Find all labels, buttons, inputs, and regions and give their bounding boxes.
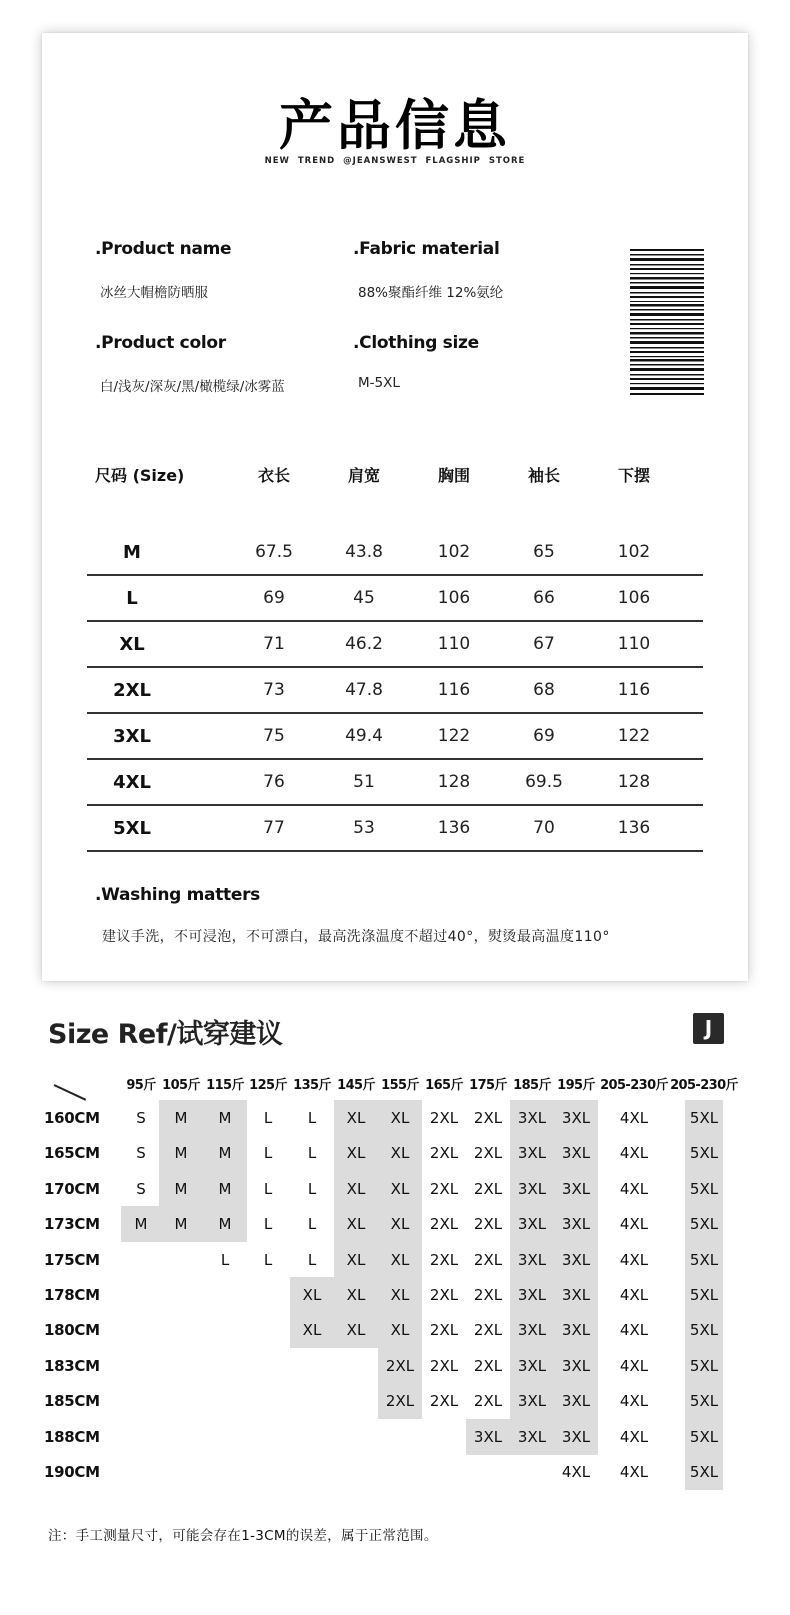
size-ref-cell: XL (302, 1321, 322, 1340)
size-ref-cell: XL (390, 1321, 410, 1340)
size-ref-cell: 3XL (517, 1427, 547, 1446)
size-value: 102 (617, 542, 651, 562)
size-ref-cell: M (218, 1215, 232, 1234)
size-chart-header-cell: 胸围 (437, 466, 471, 485)
size-value: 110 (617, 634, 651, 654)
size-value: 116 (617, 680, 651, 700)
product-color-value: 白/浅灰/深灰/黑/橄榄绿/冰雾蓝 (100, 379, 285, 395)
height-row-header: 188CM (44, 1427, 100, 1446)
weight-column-header: 205-230斤 (670, 1078, 738, 1093)
size-ref-cell: 2XL (473, 1250, 503, 1269)
size-ref-cell: 3XL (561, 1179, 591, 1198)
size-ref-cell: 3XL (561, 1321, 591, 1340)
size-ref-cell: XL (390, 1179, 410, 1198)
size-value: 46.2 (345, 634, 383, 654)
product-name-value: 冰丝大帽檐防晒服 (100, 285, 208, 301)
size-ref-cell: L (307, 1250, 317, 1269)
size-ref-cell: 3XL (561, 1427, 591, 1446)
size-ref-cell: L (263, 1144, 273, 1163)
size-value: 69.5 (525, 772, 563, 792)
size-ref-cell: 4XL (619, 1109, 649, 1127)
size-value: 65 (533, 542, 555, 562)
size-label: XL (119, 634, 145, 655)
size-ref-cell: 2XL (429, 1179, 459, 1198)
size-value: 122 (617, 726, 651, 746)
size-ref-cell: L (263, 1109, 273, 1127)
size-value: 116 (437, 680, 471, 700)
size-value: 77 (263, 818, 285, 838)
weight-column-header: 175斤 (469, 1078, 507, 1093)
brand-logo-icon: J (693, 1013, 724, 1044)
size-ref-cell: 2XL (429, 1286, 459, 1304)
product-name-label: .Product name (95, 239, 232, 259)
height-row-header: 180CM (44, 1321, 100, 1340)
size-ref-cell: M (134, 1215, 148, 1234)
size-value: 47.8 (345, 680, 383, 700)
size-value: 69 (533, 726, 555, 746)
size-chart-header-cell: 袖长 (527, 466, 561, 485)
size-label: 4XL (113, 772, 151, 793)
height-row-header: 160CM (44, 1109, 100, 1127)
size-ref-cell: L (307, 1144, 317, 1163)
size-ref-cell: 2XL (473, 1392, 503, 1411)
size-ref-cell: 2XL (429, 1215, 459, 1234)
size-ref-cell: 4XL (619, 1463, 649, 1481)
size-ref-cell: 2XL (429, 1109, 459, 1127)
height-row-header: 183CM (44, 1356, 100, 1375)
size-ref-cell: XL (346, 1321, 366, 1340)
size-ref-cell: M (174, 1109, 188, 1127)
size-ref-cell: 5XL (689, 1144, 719, 1163)
size-value: 128 (437, 772, 471, 792)
size-value: 136 (617, 818, 651, 838)
size-ref-cell: M (174, 1144, 188, 1163)
size-value: 76 (263, 772, 285, 792)
size-ref-cell: 3XL (561, 1286, 591, 1304)
size-ref-cell: 3XL (517, 1250, 547, 1269)
size-label: 5XL (113, 818, 151, 839)
weight-column-header: 115斤 (206, 1078, 244, 1093)
weight-column-header: 155斤 (381, 1078, 419, 1093)
size-ref-cell: XL (390, 1109, 410, 1127)
clothing-size-value: M-5XL (358, 375, 400, 391)
fabric-label: .Fabric material (353, 239, 500, 259)
size-label: 2XL (113, 680, 151, 701)
size-value: 71 (263, 634, 285, 654)
size-ref-cell: 4XL (619, 1250, 649, 1269)
size-ref-cell: 5XL (689, 1286, 719, 1304)
size-value: 75 (263, 726, 285, 746)
size-ref-cell: XL (346, 1215, 366, 1234)
size-ref-cell: 4XL (619, 1427, 649, 1446)
size-value: 68 (533, 680, 555, 700)
height-row-header: 165CM (44, 1144, 100, 1163)
size-ref-cell: M (174, 1179, 188, 1198)
size-ref-cell: 2XL (473, 1144, 503, 1163)
size-ref-cell: M (218, 1179, 232, 1198)
size-ref-cell: 2XL (473, 1109, 503, 1127)
size-ref-cell: 2XL (385, 1356, 415, 1375)
size-ref-cell: 3XL (517, 1286, 547, 1304)
fabric-value: 88%聚酯纤维 12%氨纶 (358, 285, 504, 301)
size-chart-header-cell: 尺码 (Size) (95, 466, 185, 485)
size-ref-cell: S (136, 1109, 146, 1127)
size-value: 70 (533, 818, 555, 838)
size-ref-cell: 4XL (619, 1356, 649, 1375)
size-ref-cell: 5XL (689, 1215, 719, 1234)
brand-subtitle: NEW TREND @JEANSWEST FLAGSHIP STORE (264, 156, 526, 166)
size-ref-cell: 2XL (473, 1179, 503, 1198)
size-ref-cell: XL (346, 1144, 366, 1163)
size-ref-cell: L (307, 1215, 317, 1234)
size-ref-cell: XL (390, 1250, 410, 1269)
height-row-header: 190CM (44, 1463, 100, 1481)
size-ref-cell: S (136, 1179, 146, 1198)
page-title: 产品信息 (279, 94, 511, 157)
size-value: 128 (617, 772, 651, 792)
size-ref-cell: 3XL (473, 1427, 503, 1446)
size-ref-cell: 3XL (561, 1356, 591, 1375)
size-ref-cell: 4XL (619, 1321, 649, 1340)
size-value: 67.5 (255, 542, 293, 562)
size-label: L (126, 588, 138, 609)
size-ref-cell: 3XL (561, 1215, 591, 1234)
product-color-label: .Product color (95, 333, 226, 353)
size-ref-cell: 5XL (689, 1392, 719, 1411)
size-chart-header-cell: 肩宽 (347, 466, 381, 485)
height-row-header: 178CM (44, 1286, 100, 1304)
size-value: 67 (533, 634, 555, 654)
weight-column-header: 105斤 (162, 1078, 200, 1093)
size-ref-cell: XL (346, 1109, 366, 1127)
size-ref-cell: L (263, 1179, 273, 1198)
size-ref-cell: 3XL (517, 1321, 547, 1340)
size-ref-cell: 3XL (517, 1392, 547, 1411)
size-value: 49.4 (345, 726, 383, 746)
size-ref-cell: L (263, 1250, 273, 1269)
size-value: 122 (437, 726, 471, 746)
size-value: 73 (263, 680, 285, 700)
size-ref-cell: 2XL (429, 1321, 459, 1340)
size-ref-cell: 3XL (517, 1109, 547, 1127)
size-ref-cell: 5XL (689, 1321, 719, 1340)
measurement-note: 注：手工测量尺寸，可能会存在1-3CM的误差，属于正常范围。 (48, 1528, 438, 1544)
size-ref-cell: XL (346, 1286, 366, 1304)
size-label: 3XL (113, 726, 151, 747)
weight-column-header: 185斤 (513, 1078, 551, 1093)
size-ref-cell: 5XL (689, 1427, 719, 1446)
weight-column-header: 125斤 (249, 1078, 287, 1093)
size-ref-cell: 2XL (473, 1321, 503, 1340)
size-ref-cell: L (220, 1250, 230, 1269)
size-label: M (123, 542, 141, 563)
size-ref-cell: L (263, 1215, 273, 1234)
size-value: 53 (353, 818, 375, 838)
size-value: 110 (437, 634, 471, 654)
height-row-header: 185CM (44, 1392, 100, 1411)
size-ref-cell: 4XL (619, 1215, 649, 1234)
size-ref-cell: 3XL (517, 1179, 547, 1198)
size-ref-cell: XL (346, 1250, 366, 1269)
size-ref-cell: 2XL (429, 1356, 459, 1375)
weight-column-header: 95斤 (126, 1078, 156, 1093)
size-ref-cell: 2XL (429, 1144, 459, 1163)
size-ref-cell: 5XL (689, 1179, 719, 1198)
size-ref-cell: 4XL (619, 1286, 649, 1304)
size-ref-cell: 2XL (473, 1356, 503, 1375)
clothing-size-label: .Clothing size (353, 333, 479, 353)
height-row-header: 170CM (44, 1179, 100, 1198)
size-value: 106 (617, 588, 651, 608)
washing-text: 建议手洗，不可浸泡，不可漂白，最高洗涤温度不超过40°，熨烫最高温度110° (102, 929, 610, 945)
size-value: 51 (353, 772, 375, 792)
size-ref-cell: 2XL (429, 1250, 459, 1269)
size-ref-cell: M (174, 1215, 188, 1234)
size-ref-cell: S (136, 1144, 146, 1163)
size-value: 66 (533, 588, 555, 608)
size-ref-cell: 4XL (561, 1463, 591, 1481)
size-ref-cell: 2XL (473, 1215, 503, 1234)
size-value: 106 (437, 588, 471, 608)
weight-column-header: 165斤 (425, 1078, 463, 1093)
size-ref-cell: 3XL (517, 1144, 547, 1163)
size-ref-cell: 3XL (561, 1250, 591, 1269)
size-value: 43.8 (345, 542, 383, 562)
weight-column-header: 145斤 (337, 1078, 375, 1093)
size-ref-cell: 5XL (689, 1463, 719, 1481)
size-ref-title: Size Ref/试穿建议 (48, 1019, 283, 1050)
size-value: 136 (437, 818, 471, 838)
washing-label: .Washing matters (95, 885, 260, 905)
size-ref-cell: 3XL (517, 1356, 547, 1375)
size-ref-cell: M (218, 1144, 232, 1163)
size-ref-cell: 5XL (689, 1109, 719, 1127)
size-ref-cell: 2XL (429, 1392, 459, 1411)
size-ref-cell: L (307, 1109, 317, 1127)
size-value: 69 (263, 588, 285, 608)
size-ref-cell: 4XL (619, 1144, 649, 1163)
size-ref-cell: 2XL (385, 1392, 415, 1411)
size-value: 45 (353, 588, 375, 608)
height-row-header: 173CM (44, 1215, 100, 1234)
size-ref-cell: 5XL (689, 1250, 719, 1269)
size-ref-cell: L (307, 1179, 317, 1198)
size-ref-cell: XL (390, 1286, 410, 1304)
size-ref-cell: 5XL (689, 1356, 719, 1375)
size-ref-cell: XL (390, 1215, 410, 1234)
size-value: 102 (437, 542, 471, 562)
size-ref-cell: 2XL (473, 1286, 503, 1304)
height-row-header: 175CM (44, 1250, 100, 1269)
size-ref-cell: 3XL (517, 1215, 547, 1234)
size-chart-header-cell: 下摆 (617, 466, 651, 485)
size-ref-cell: M (218, 1109, 232, 1127)
size-ref-cell: 3XL (561, 1392, 591, 1411)
weight-column-header: 195斤 (557, 1078, 595, 1093)
size-ref-cell: XL (346, 1179, 366, 1198)
size-ref-cell: 4XL (619, 1392, 649, 1411)
size-ref-cell: 3XL (561, 1144, 591, 1163)
size-ref-cell: 4XL (619, 1179, 649, 1198)
size-ref-cell: 3XL (561, 1109, 591, 1127)
size-ref-cell: XL (390, 1144, 410, 1163)
weight-column-header: 205-230斤 (600, 1078, 668, 1093)
size-chart-header-cell: 衣长 (257, 466, 291, 485)
weight-column-header: 135斤 (293, 1078, 331, 1093)
size-ref-cell: XL (302, 1286, 322, 1304)
